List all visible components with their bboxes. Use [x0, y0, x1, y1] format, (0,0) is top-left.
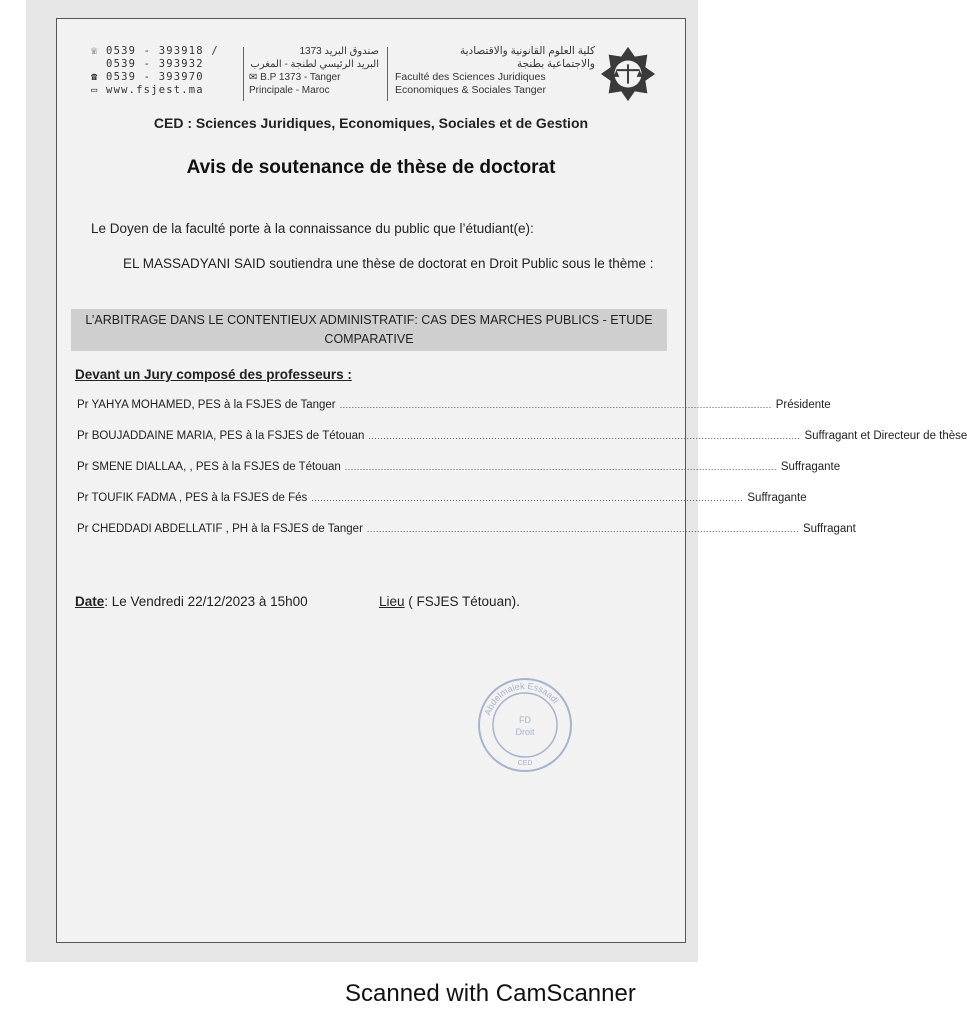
- letterhead: [91, 45, 651, 107]
- jury-member: [77, 492, 807, 523]
- postal-fr-1: ✉ B.P 1373 - Tanger: [249, 72, 341, 83]
- jury-heading: Devant un Jury composé des professeurs :: [75, 367, 352, 382]
- jury-member-name: Pr BOUJADDAINE MARIA, PES à la FSJES de Tétouan: [77, 430, 365, 442]
- header-divider: [387, 47, 388, 101]
- header-divider: [243, 47, 244, 101]
- intro-text: Le Doyen de la faculté porte à la connaissance du public que l’étudiant(e):: [91, 221, 534, 236]
- ced-heading: CED : Sciences Juridiques, Economiques, Sociales et de Gestion: [153, 115, 589, 131]
- stamp-text: Droit: [515, 727, 535, 737]
- leader-dots: ................................................................................................................................................: [366, 524, 799, 534]
- postal-ar-1: صندوق البريد 1373: [299, 46, 379, 57]
- document-page: [56, 18, 967, 943]
- stamp-text: Abdelmalek Essaadi: [482, 680, 561, 717]
- fax-line: ☎ 0539 - 393970: [91, 71, 204, 83]
- jury-member-role: Suffragante: [780, 461, 841, 473]
- lieu-value: ( FSJES Tétouan).: [404, 594, 520, 609]
- stamp-text: FD: [519, 715, 531, 725]
- page-title: Avis de soutenance de thèse de doctorat: [186, 157, 556, 178]
- postal-block: [249, 45, 379, 97]
- jury-member-name: Pr CHEDDADI ABDELLATIF , PH à la FSJES de Tanger: [77, 523, 363, 535]
- postal-fr-2: Principale - Maroc: [249, 85, 330, 96]
- jury-member-role: Suffragant: [802, 523, 856, 535]
- stamp-text: CED: [517, 760, 533, 767]
- jury-member: [77, 461, 841, 492]
- jury-member: [77, 399, 831, 430]
- website-line: ▭ www.fsjest.ma: [91, 84, 204, 96]
- leader-dots: ................................................................................................................................................: [311, 493, 744, 503]
- jury-member-role: Présidente: [775, 399, 831, 411]
- faculty-logo-icon: [599, 45, 657, 103]
- date-value: : Le Vendredi 22/12/2023 à 15h00: [104, 594, 308, 609]
- jury-member: [77, 430, 967, 461]
- lieu-label: Lieu: [379, 594, 405, 609]
- phone-line-2: 0539 - 393932: [106, 58, 204, 70]
- postal-ar-2: البريد الرئيسي لطنجة - المغرب: [250, 59, 379, 70]
- defense-date: [75, 594, 308, 609]
- leader-dots: ................................................................................................................................................: [368, 431, 801, 441]
- jury-member-name: Pr SMENE DIALLAA, , PES à la FSJES de Tétouan: [77, 461, 341, 473]
- jury-member-role: Suffragante: [747, 492, 807, 504]
- faculty-fr-2: Economiques & Sociales Tanger: [395, 84, 546, 96]
- date-label: Date: [75, 594, 105, 609]
- announcement-text: EL MASSADYANI SAID soutiendra une thèse de doctorat en Droit Public sous le thème :: [123, 256, 654, 271]
- jury-list: [77, 399, 967, 554]
- defense-location: [379, 594, 520, 609]
- faculty-block: [395, 45, 595, 97]
- leader-dots: ................................................................................................................................................: [339, 400, 772, 410]
- jury-member-name: Pr YAHYA MOHAMED, PES à la FSJES de Tanger: [77, 399, 336, 411]
- phone-line-1: ☏ 0539 - 393918 /: [91, 45, 219, 57]
- jury-member: [77, 523, 856, 554]
- jury-member-name: Pr TOUFIK FADMA , PES à la FSJES de Fés: [77, 492, 308, 504]
- contact-block: [91, 45, 241, 97]
- faculty-ar-2: والاجتماعية بطنجة: [517, 58, 595, 70]
- official-stamp: [475, 675, 575, 775]
- faculty-fr-1: Faculté des Sciences Juridiques: [395, 71, 546, 83]
- camscanner-watermark: Scanned with CamScanner: [345, 980, 636, 1007]
- thesis-theme: L’ARBITRAGE DANS LE CONTENTIEUX ADMINISTRATIF: CAS DES MARCHES PUBLICS - ETUDE COMPARATIVE: [71, 309, 667, 351]
- faculty-ar-1: كلية العلوم القانونية والاقتصادية: [460, 45, 595, 57]
- leader-dots: ................................................................................................................................................: [344, 462, 777, 472]
- jury-member-role: Suffragant et Directeur de thèse: [804, 430, 967, 442]
